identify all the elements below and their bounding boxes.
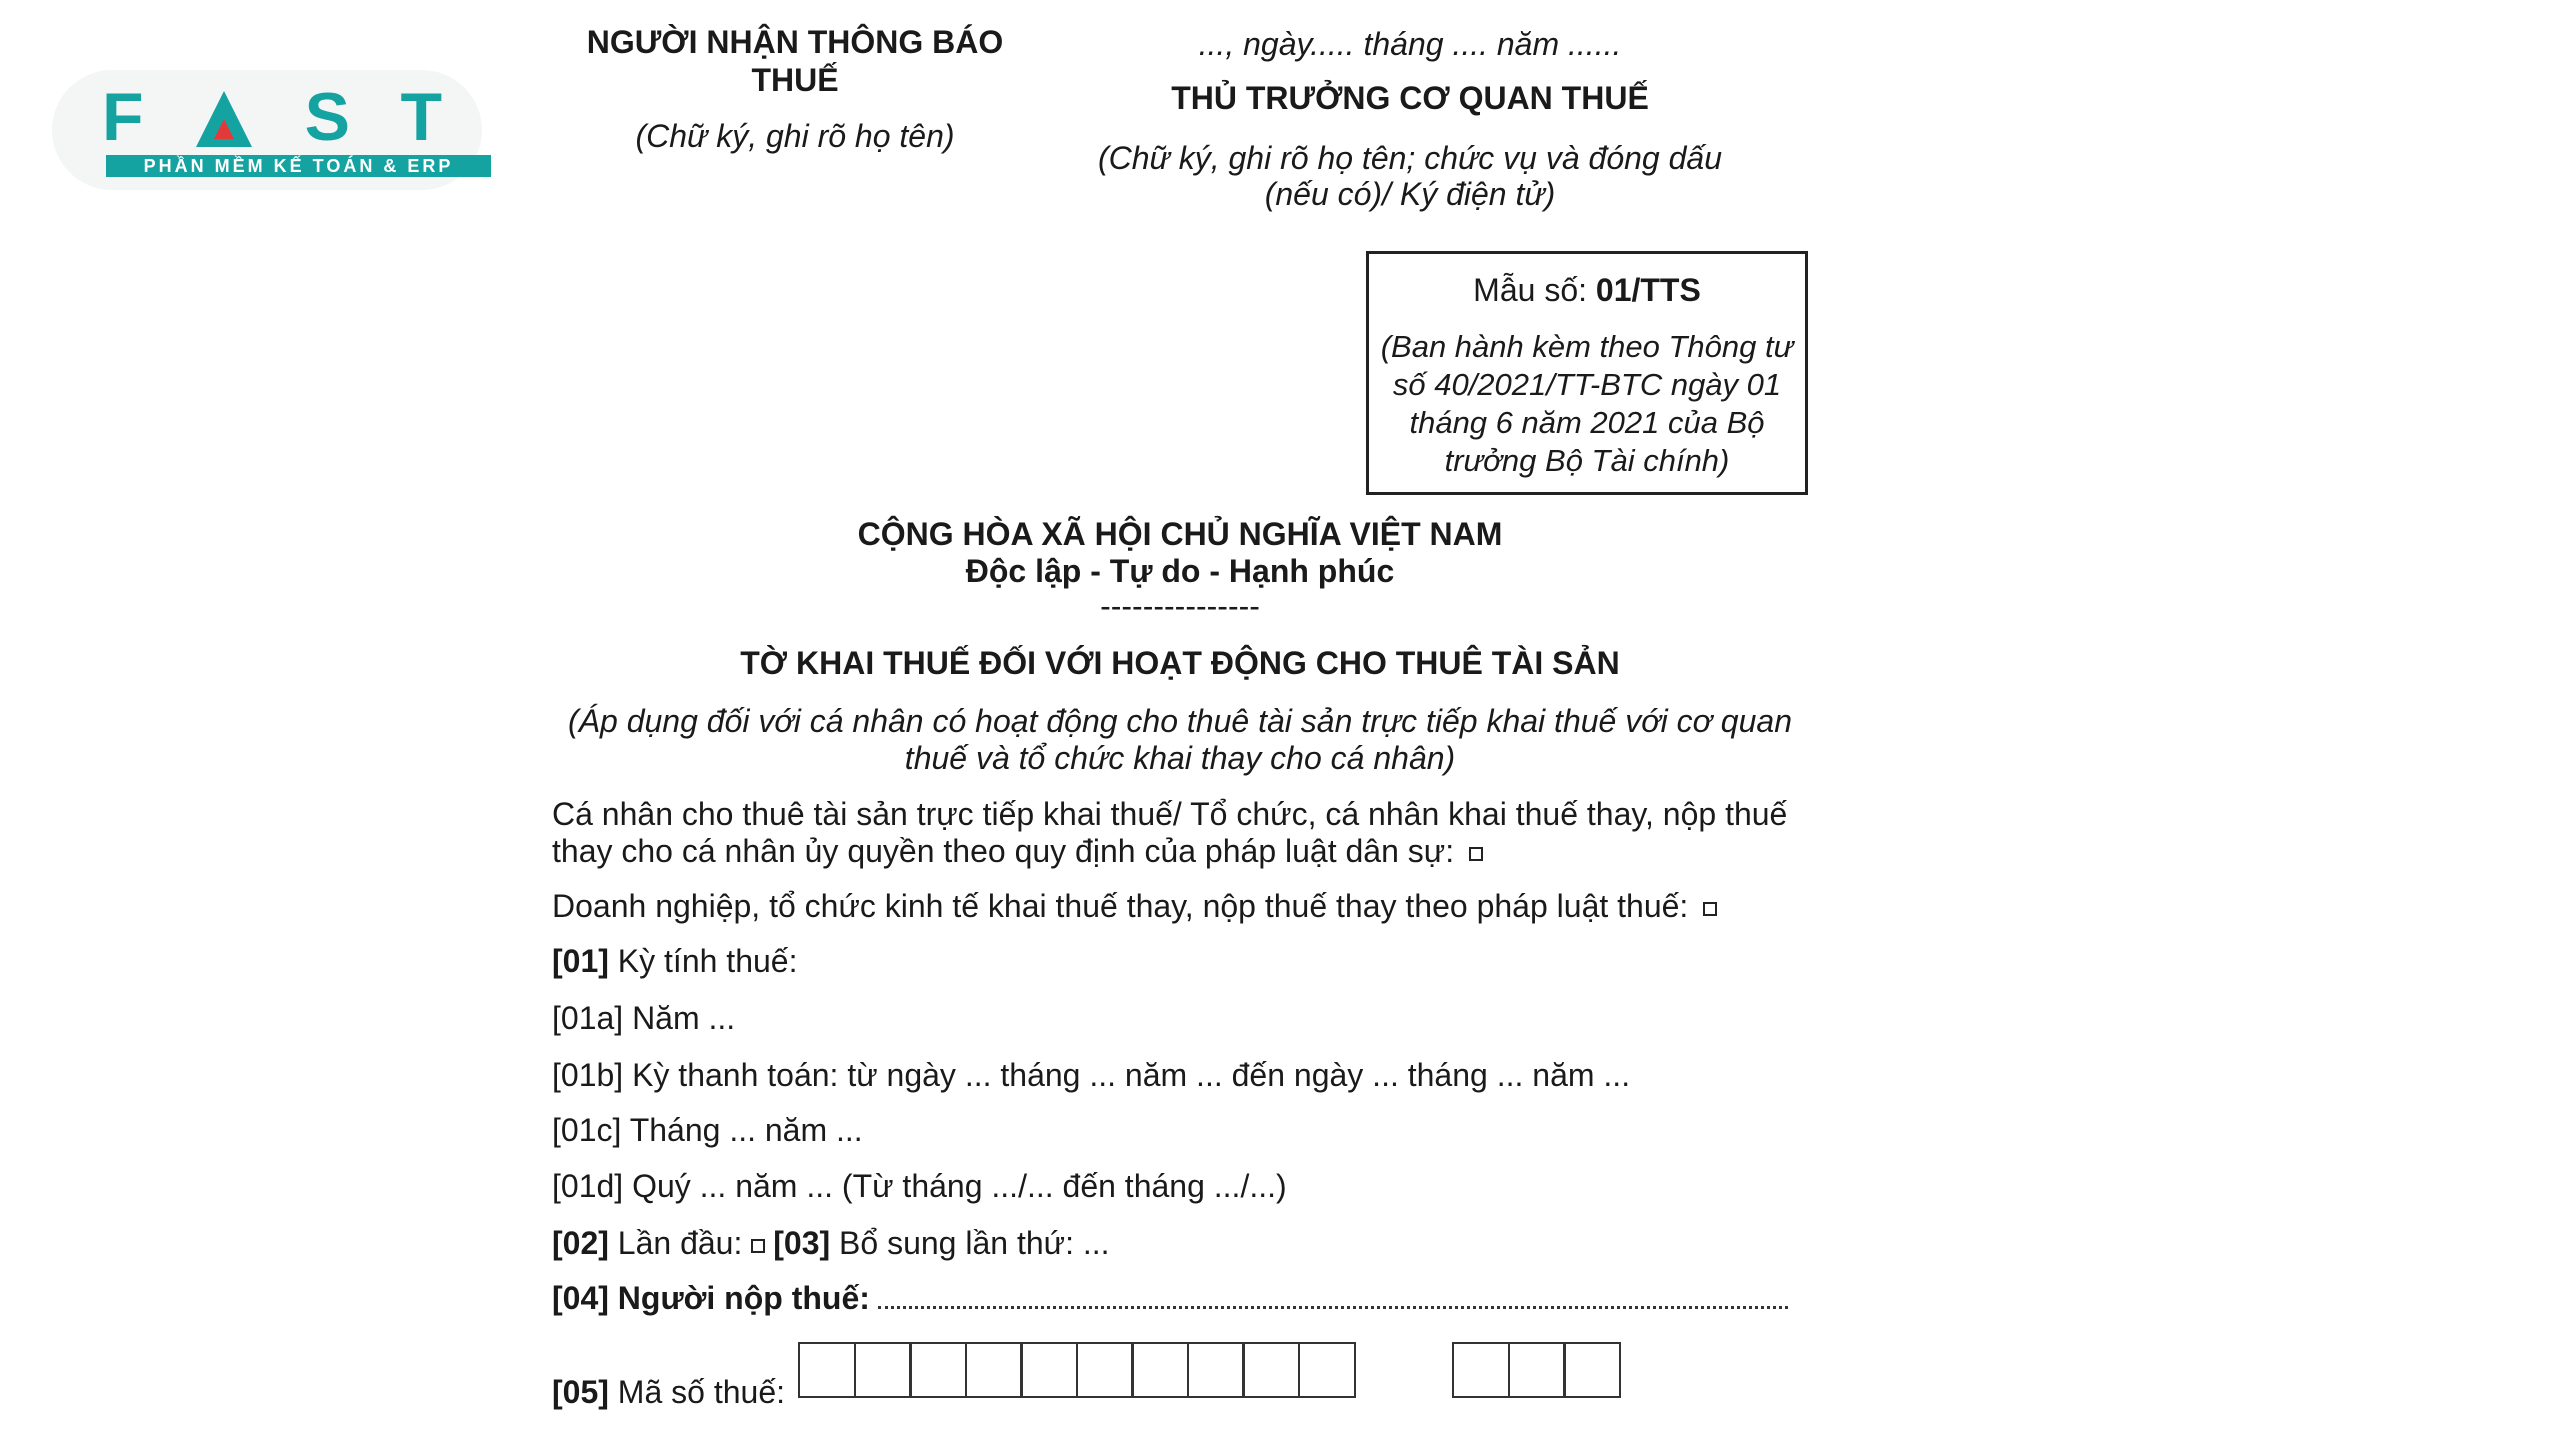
applicant-type-text-2: thay cho cá nhân ủy quyền theo quy định của pháp luật dân sự: <box>552 833 1463 869</box>
applicant-type-text-1: Cá nhân cho thuê tài sản trực tiếp khai thuế/ Tổ chức, cá nhân khai thuế thay, nộp thuế <box>552 796 1788 832</box>
receiver-title-line1: NGƯỜI NHẬN THÔNG BÁO <box>586 24 1004 60</box>
field-01 <box>552 943 797 980</box>
heading-divider: --------------- <box>1100 588 1260 624</box>
field-02-03 <box>552 1225 1110 1262</box>
logo-letter-t: T <box>400 79 442 155</box>
field-02-label: Lần đầu: <box>608 1225 752 1261</box>
receiver-sign-note: (Chữ ký, ghi rõ họ tên) <box>635 118 955 154</box>
date-line: ..., ngày..... tháng .... năm ...... <box>1198 26 1622 62</box>
form-number-label: Mẫu số: <box>1473 272 1596 308</box>
tax-code-digit-box[interactable] <box>1076 1342 1134 1398</box>
field-05 <box>552 1374 785 1411</box>
field-01c: [01c] Tháng ... năm ... <box>552 1112 863 1148</box>
enterprise-line <box>552 888 1717 925</box>
tax-code-digit-box[interactable] <box>1020 1342 1078 1398</box>
field-01d: [01d] Quý ... năm ... (Từ tháng .../... đến tháng .../...) <box>552 1168 1287 1204</box>
taxpayer-name-line[interactable] <box>878 1306 1788 1309</box>
form-issuance-note: (Ban hành kèm theo Thông tư số 40/2021/TT-BTC ngày 01 tháng 6 năm 2021 của Bộ trưởng Bộ Tài chính) <box>1380 329 1794 478</box>
tax-code-boxes-branch[interactable] <box>1452 1342 1619 1398</box>
tax-office-sign-note-1: (Chữ ký, ghi rõ họ tên; chức vụ và đóng dấu <box>1097 140 1722 176</box>
declaration-title: TỜ KHAI THUẾ ĐỐI VỚI HOẠT ĐỘNG CHO THUÊ TÀI SẢN <box>740 645 1620 681</box>
form-number <box>1369 272 1805 309</box>
fast-logo <box>52 70 482 190</box>
field-04-label: [04] Người nộp thuế: <box>552 1280 870 1316</box>
form-number-code: 01/TTS <box>1595 272 1701 308</box>
field-01b: [01b] Kỳ thanh toán: từ ngày ... tháng ... năm ... đến ngày ... tháng ... năm ... <box>552 1057 1631 1093</box>
tax-code-branch-box[interactable] <box>1452 1342 1510 1398</box>
enterprise-text: Doanh nghiệp, tổ chức kinh tế khai thuế thay, nộp thuế thay theo pháp luật thuế: <box>552 888 1698 924</box>
field-01-code: [01] <box>552 943 609 979</box>
tax-code-branch-box[interactable] <box>1563 1342 1621 1398</box>
declaration-subtitle-1: (Áp dụng đối với cá nhân có hoạt động cho thuê tài sản trực tiếp khai thuế với cơ quan <box>568 703 1792 739</box>
field-05-label: Mã số thuế: <box>608 1374 785 1410</box>
tax-code-digit-box[interactable] <box>1298 1342 1356 1398</box>
field-05-code: [05] <box>552 1374 609 1410</box>
field-02-code: [02] <box>552 1225 609 1261</box>
tax-code-digit-box[interactable] <box>798 1342 856 1398</box>
tax-code-digit-box[interactable] <box>1131 1342 1189 1398</box>
tax-code-digit-box[interactable] <box>965 1342 1023 1398</box>
form-number-box <box>1366 251 1808 495</box>
first-time-checkbox[interactable] <box>751 1239 765 1253</box>
field-03-label: Bổ sung lần thứ: ... <box>830 1225 1110 1261</box>
field-01-label: Kỳ tính thuế: <box>608 943 798 979</box>
individual-checkbox[interactable] <box>1469 847 1483 861</box>
tax-code-branch-box[interactable] <box>1508 1342 1566 1398</box>
tax-code-boxes-main[interactable] <box>798 1342 1353 1398</box>
enterprise-checkbox[interactable] <box>1703 902 1717 916</box>
receiver-title-line2: THUẾ <box>751 62 839 98</box>
nation-name: CỘNG HÒA XÃ HỘI CHỦ NGHĨA VIỆT NAM <box>857 516 1503 552</box>
field-01a: [01a] Năm ... <box>552 1000 736 1036</box>
logo-letter-f: F <box>102 79 144 155</box>
tax-code-digit-box[interactable] <box>1242 1342 1300 1398</box>
tax-office-sign-note-2: (nếu có)/ Ký điện tử) <box>1264 176 1556 212</box>
applicant-type-line2 <box>552 833 1483 870</box>
declaration-subtitle-2: thuế và tổ chức khai thay cho cá nhân) <box>904 740 1456 776</box>
tax-code-digit-box[interactable] <box>854 1342 912 1398</box>
tax-code-digit-box[interactable] <box>1187 1342 1245 1398</box>
field-03-code: [03] <box>773 1225 831 1261</box>
nation-motto: Độc lập - Tự do - Hạnh phúc <box>965 553 1395 589</box>
tax-office-head-title: THỦ TRƯỞNG CƠ QUAN THUẾ <box>1171 80 1649 116</box>
logo-wordmark <box>102 78 442 156</box>
logo-tagline: PHẦN MỀM KẾ TOÁN & ERP <box>106 155 491 177</box>
logo-letter-s: S <box>304 79 350 155</box>
tax-code-digit-box[interactable] <box>909 1342 967 1398</box>
logo-a-triangle-icon <box>194 87 254 147</box>
